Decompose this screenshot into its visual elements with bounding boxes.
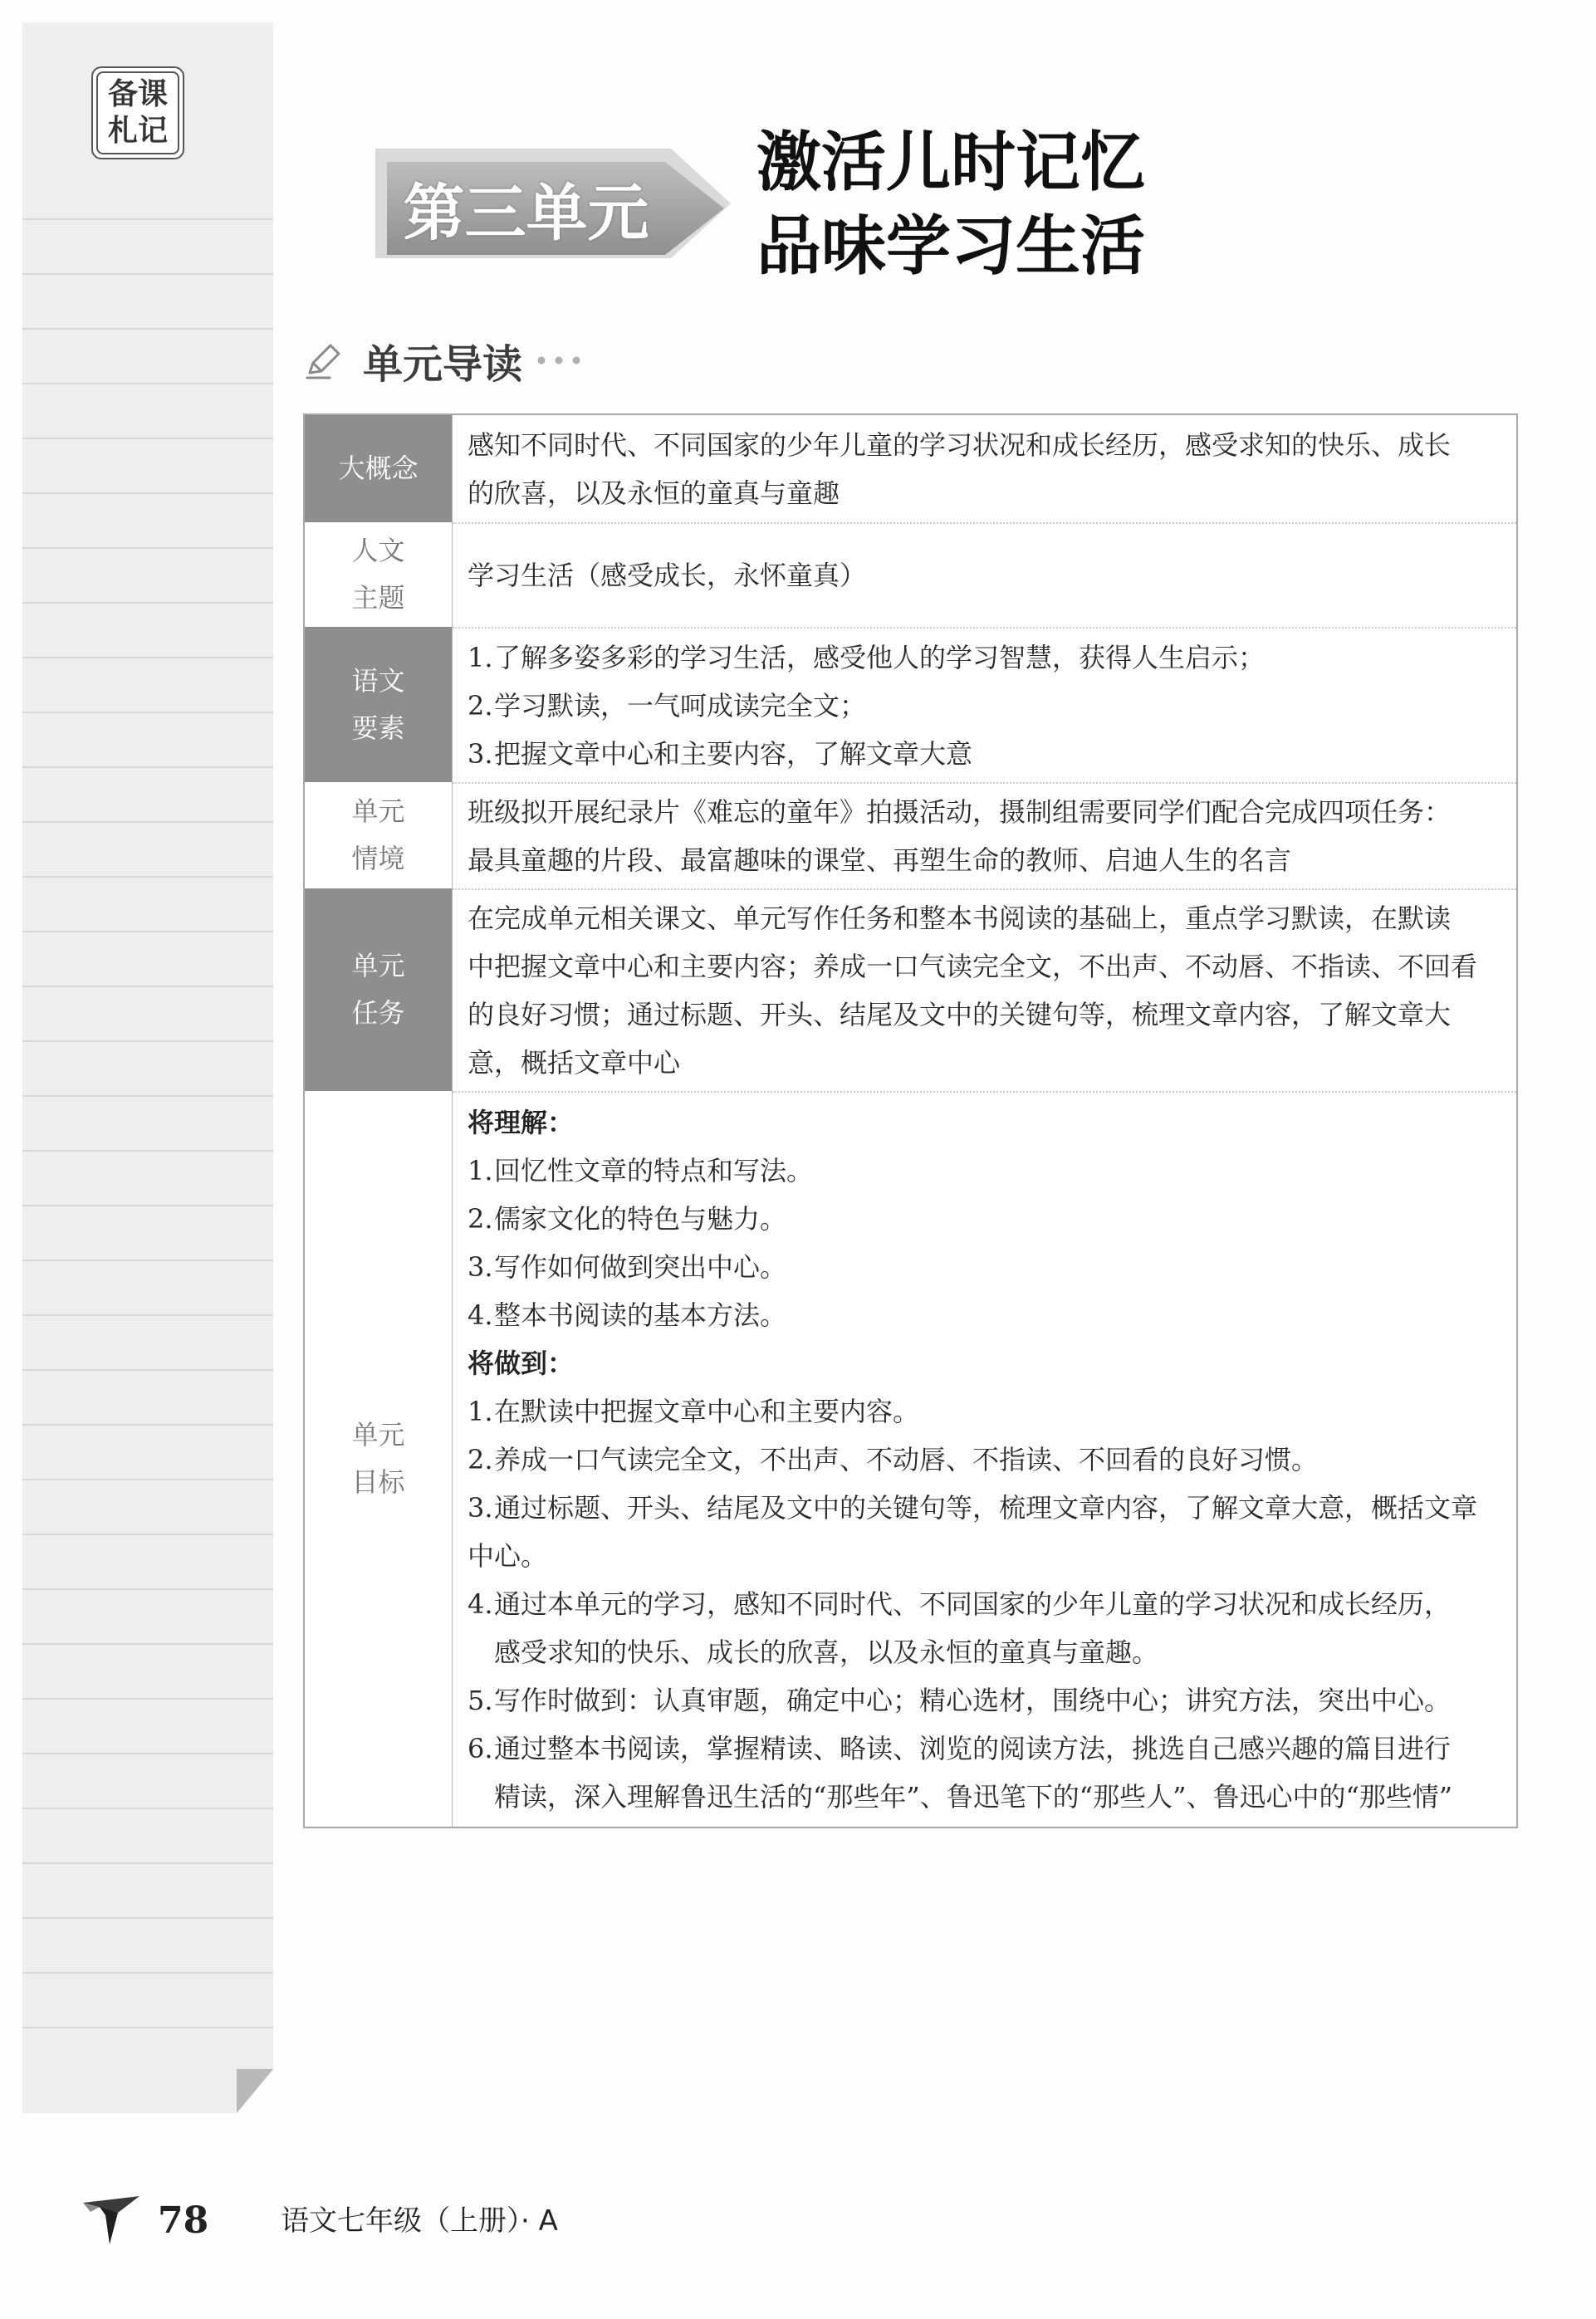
row-label-text: 单元 (351, 950, 405, 981)
list-item (468, 682, 1510, 730)
list-number: 6. (468, 1733, 493, 1764)
line-text: 最具童趣的片段、最富趣味的课堂、再塑生命的教师、启迪人生的名言 (468, 844, 1292, 876)
page-number: 78 (158, 2199, 209, 2242)
line-text: 中心。 (468, 1540, 548, 1572)
row-label (305, 782, 453, 888)
line-text: 的欣喜，以及永恒的童真与童趣 (468, 477, 840, 509)
row-label (305, 888, 453, 1091)
row-label-text: 单元 (351, 795, 405, 827)
text-line (468, 1773, 1510, 1821)
row-content (453, 782, 1516, 888)
row-label (305, 1091, 453, 1827)
text-line (468, 421, 1510, 469)
notes-lines (22, 165, 273, 2058)
line-text: 把握文章中心和主要内容，了解文章大意 (494, 737, 973, 770)
pencil-icon (303, 340, 345, 381)
subheading (468, 1339, 1510, 1387)
line-text: 将理解： (468, 1107, 575, 1138)
line-text: 通过整本书阅读，掌握精读、略读、浏览的阅读方法，挑选自己感兴趣的篇目进行 (494, 1733, 1452, 1764)
book-title: 语文七年级（上册）· A (281, 2204, 558, 2238)
text-line (468, 1039, 1510, 1087)
text-line (468, 836, 1510, 884)
list-number: 1. (468, 1396, 493, 1427)
list-item (468, 1484, 1510, 1532)
line-text: 通过标题、开头、结尾及文中的关键句等，梳理文章内容，了解文章大意，概括文章 (494, 1492, 1478, 1524)
list-number: 2. (468, 689, 493, 722)
text-line (468, 991, 1510, 1039)
row-label (305, 627, 453, 782)
row-content (453, 888, 1516, 1091)
row-label-text: 语文 (351, 664, 405, 697)
list-number: 3. (468, 1492, 493, 1524)
line-text: 感受求知的快乐、成长的欣喜，以及永恒的童真与童趣。 (494, 1637, 1159, 1668)
line-text: 感知不同时代、不同国家的少年儿童的学习状况和成长经历，感受求知的快乐、成长 (468, 428, 1452, 461)
list-item (468, 634, 1510, 682)
paper-plane-icon (81, 2194, 141, 2246)
row-label-text: 人文 (351, 535, 405, 566)
notes-badge (91, 66, 184, 159)
table-row (305, 1091, 1516, 1827)
list-number: 2. (468, 1444, 493, 1475)
list-number: 3. (468, 737, 493, 770)
table-row (305, 522, 1516, 627)
row-label (305, 522, 453, 627)
unit-title-line: 品味学习生活 (756, 209, 1146, 284)
list-item (468, 1725, 1510, 1773)
line-text: 在完成单元相关课文、单元写作任务和整本书阅读的基础上，重点学习默读，在默读 (468, 903, 1452, 934)
row-label-text: 主题 (351, 582, 405, 614)
section-heading (303, 335, 585, 388)
unit-guide-table (303, 413, 1518, 1828)
text-line (468, 894, 1510, 942)
list-number: 1. (468, 641, 493, 673)
list-item (468, 1243, 1510, 1291)
unit-label: 第三单元 (403, 178, 649, 249)
table-row (305, 415, 1516, 522)
line-text: 了解多姿多彩的学习生活，感受他人的学习智慧，获得人生启示； (494, 641, 1266, 673)
unit-title (756, 121, 1145, 289)
row-label (305, 415, 453, 522)
line-text: 养成一口气读完全文，不出声、不动唇、不指读、不回看的良好习惯。 (494, 1444, 1319, 1475)
list-number: 1. (468, 1155, 493, 1186)
list-item (468, 1387, 1510, 1436)
row-label-text: 大概念 (338, 453, 419, 484)
line-text: 写作如何做到突出中心。 (494, 1251, 787, 1283)
line-text: 整本书阅读的基本方法。 (494, 1299, 787, 1331)
text-line (468, 469, 1510, 517)
line-text: 在默读中把握文章中心和主要内容。 (494, 1396, 920, 1427)
list-item (468, 1147, 1510, 1195)
list-item (468, 1195, 1510, 1243)
text-line (468, 551, 1510, 599)
unit-banner (365, 137, 739, 278)
line-text: 回忆性文章的特点和写法。 (494, 1155, 814, 1186)
list-number: 4. (468, 1299, 493, 1331)
list-item (468, 1436, 1510, 1484)
line-text: 学习生活（感受成长，永怀童真） (468, 560, 867, 591)
notes-badge-text: 备课 (107, 77, 168, 111)
page-fold-icon (237, 2069, 273, 2113)
section-title: 单元导读 (363, 340, 523, 388)
list-item (468, 730, 1510, 778)
notes-sidebar (22, 22, 273, 2113)
text-line (468, 788, 1510, 836)
text-line (468, 1628, 1510, 1676)
row-label-text: 任务 (351, 997, 405, 1029)
line-text: 写作时做到：认真审题，确定中心；精心选材，围绕中心；讲究方法，突出中心。 (494, 1685, 1452, 1716)
list-number: 3. (468, 1251, 493, 1283)
row-label-text: 目标 (351, 1466, 405, 1498)
list-item (468, 1676, 1510, 1725)
table-row (305, 627, 1516, 782)
list-number: 2. (468, 1203, 493, 1235)
list-number: 4. (468, 1588, 493, 1620)
line-text: 精读，深入理解鲁迅生活的“那些年”、鲁迅笔下的“那些人”、鲁迅心中的“那些情” (494, 1781, 1453, 1813)
list-item (468, 1580, 1510, 1628)
notes-badge-text: 札记 (107, 114, 168, 148)
dots-icon (536, 355, 585, 366)
list-number: 5. (468, 1685, 493, 1716)
row-content (453, 522, 1516, 627)
row-content (453, 1091, 1516, 1827)
line-text: 将做到： (468, 1348, 575, 1379)
row-label-text: 单元 (351, 1419, 405, 1451)
line-text: 儒家文化的特色与魅力。 (494, 1203, 787, 1235)
text-line (468, 942, 1510, 991)
table-row (305, 782, 1516, 888)
text-line (468, 1532, 1510, 1580)
line-text: 通过本单元的学习，感知不同时代、不同国家的少年儿童的学习状况和成长经历， (494, 1588, 1452, 1620)
line-text: 的良好习惯；通过标题、开头、结尾及文中的关键句等，梳理文章内容，了解文章大 (468, 999, 1452, 1030)
line-text: 意，概括文章中心 (468, 1047, 681, 1079)
row-label-text: 要素 (351, 712, 405, 744)
line-text: 学习默读，一气呵成读完全文； (494, 689, 867, 722)
line-text: 班级拟开展纪录片《难忘的童年》拍摄活动，摄制组需要同学们配合完成四项任务： (468, 796, 1452, 828)
subheading (468, 1098, 1510, 1147)
table-row (305, 888, 1516, 1091)
notes-badge-inner (96, 71, 179, 154)
unit-title-line: 激活儿时记忆 (756, 125, 1146, 200)
row-content (453, 415, 1516, 522)
row-label-text: 情境 (351, 843, 405, 874)
list-item (468, 1291, 1510, 1339)
line-text: 中把握文章中心和主要内容；养成一口气读完全文，不出声、不动唇、不指读、不回看 (468, 951, 1478, 982)
row-content (453, 627, 1516, 782)
